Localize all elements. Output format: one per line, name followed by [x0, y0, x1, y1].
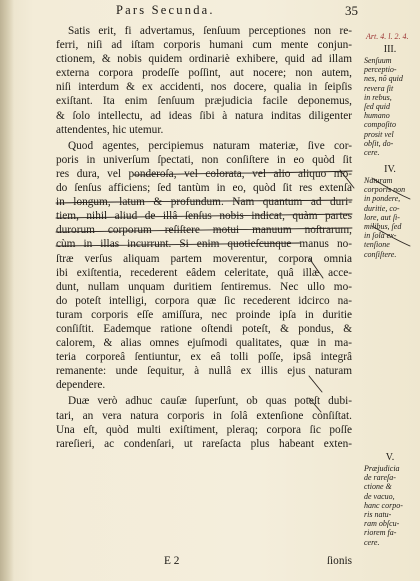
- text-line: tiem, nihil aliud de illâ ſenſus nobis indicat, quàm partes: [56, 210, 352, 223]
- running-title: Pars Secunda.: [116, 3, 215, 17]
- text-line: tari, an vera natura corporis in ſolâ extenſione conſiſtat.: [56, 409, 352, 422]
- text-line: rareſieri, ac condenſari, ut rareſacta plus habeant exten-: [56, 437, 352, 450]
- margin-note-v: [364, 452, 416, 547]
- margin-note-line: ram obſcu-: [364, 519, 400, 529]
- margin-note-number: V.: [385, 452, 395, 463]
- margin-note-line: corporis non: [364, 185, 406, 195]
- margin-note-line: compoſito: [364, 120, 396, 130]
- margin-note-line: ris natu-: [364, 510, 392, 520]
- text-line: turam corporis eſſe amiſſura, nec proinde ipſa in duritie: [56, 308, 352, 321]
- text-line: Quod agentes, percipiemus naturam materiæ, ſive cor-: [68, 139, 352, 152]
- text-line: externa corpora prodeſſe poſſint, aut nocere; non autem,: [56, 67, 352, 80]
- margin-note-line: in pondere,: [364, 194, 401, 204]
- margin-note-line: hanc corpo-: [364, 500, 403, 510]
- text-line: teria corporeâ ſentiuntur, ex eâ tolli poſſe, ipsâ integrâ: [56, 351, 352, 364]
- signature-mark: E 2: [164, 555, 180, 567]
- text-line: ibi exiſtentia, recederent eâdem celeritate, quâ illæ acce-: [56, 266, 352, 279]
- text-line: remanente: unde ſequitur, à nullâ ex illis ejus naturam: [56, 365, 352, 378]
- main-text-block: [56, 24, 352, 451]
- text-line: durorum corporum reſiſtere motui manuum noſtrarum,: [56, 224, 352, 237]
- margin-note-line: lore, aut ſi-: [364, 212, 400, 222]
- margin-note-line: Senſuum: [364, 56, 392, 65]
- margin-note-line: in ſolâ ex-: [364, 231, 397, 241]
- margin-note-line: ſed quid: [364, 102, 390, 112]
- margin-note-line: revera ſit: [364, 83, 394, 93]
- margin-note-line: nes, nõ quid: [364, 74, 403, 84]
- text-line: ctionem, & nobis quidem ordinariè exhibere, quid ad illam: [56, 53, 352, 66]
- text-line: ſtræ verſus aliquam partem moverentur, corpora omnia: [56, 252, 352, 265]
- text-line: Satis erit, fi advertamus, ſenſuum perceptiones non re-: [68, 25, 352, 37]
- text-line: do poteſt intelligi, corpora quæ ſic recederent idcirco na-: [56, 294, 352, 307]
- margin-note-line: cere.: [364, 148, 380, 158]
- margin-note-line: conſiſtere.: [364, 249, 397, 259]
- margin-note-line: ctione &: [364, 482, 392, 492]
- text-line: attendentes, hic utemur.: [56, 123, 164, 136]
- page-number: 35: [345, 3, 358, 18]
- margin-note-line: de vacuo,: [364, 491, 395, 501]
- margin-note-line: riorem fa-: [364, 528, 397, 538]
- catchword: ſionis: [326, 555, 352, 567]
- text-line: dunt, nullam unquam duritiem ſentiremus. Nec ullo mo-: [56, 280, 352, 293]
- text-line: do ſenſus afficiens; ſed tantùm in eo, quòd ſit res extenſa: [56, 182, 352, 195]
- margin-note-line: perceptio-: [364, 65, 397, 75]
- margin-note-line: humano: [364, 111, 390, 121]
- text-line: exiſtant. Ita enim ſenſuum præjudicia facile deponemus,: [56, 95, 352, 108]
- text-line: poris in univerſum ſpectati, non conſiſtere in eo quòd ſit: [56, 153, 352, 166]
- margin-note-line: obſit, do-: [364, 138, 394, 148]
- text-line: conſiſtit. Eademque ratione oſtendi poteſt, & pondus, &: [56, 322, 352, 335]
- page-footer: [56, 555, 352, 571]
- text-line: & ſolo intellectu, ad ideas ſibi à natura inditas diligenter: [56, 109, 352, 122]
- handwritten-marginal-note: Art. 4. l. 2. 4.: [366, 32, 409, 41]
- text-line: in longum, latum & profundum. Nam quantum ad duri-: [56, 196, 352, 209]
- text-line: ferri, niſi ad iſtam corporis humani cum mente conjun-: [56, 39, 352, 52]
- margin-note-line: Naturam: [364, 176, 393, 185]
- margin-note-line: prosit vel: [364, 129, 394, 139]
- margin-note-line: de rareſa-: [364, 473, 396, 483]
- page-gutter-shadow: [0, 0, 14, 581]
- margin-note-number: III.: [383, 44, 397, 55]
- text-line: calorem, & alias omnes ejuſmodi qualitates, quæ in ma-: [56, 337, 352, 350]
- text-line: niſi interdum & ex accidenti, nos docere, qualia in ſeipſis: [56, 81, 352, 94]
- margin-note-iv: [364, 164, 416, 259]
- text-line: Una eſt, quòd multi exiſtiment, pleraq; corpora ſic poſſe: [56, 423, 352, 436]
- text-line: Duæ verò adhuc cauſæ ſuperſunt, ob quas poteſt dubi-: [68, 395, 352, 408]
- margin-note-line: milibus, ſed: [364, 222, 402, 232]
- text-line: res dura, vel ponderoſa, vel colorata, vel alio aliquo mo-: [56, 167, 352, 180]
- margin-note-line: duritie, co-: [364, 203, 400, 213]
- margin-note-line: in rebus,: [364, 92, 392, 102]
- margin-note-number: IV.: [384, 164, 396, 175]
- margin-note-line: cere.: [364, 537, 380, 547]
- text-line: cùm in illas incurrunt. Si enim quotieſcunque manus no-: [56, 238, 352, 251]
- text-line: dependere.: [56, 379, 106, 392]
- margin-note-line: tenſione: [364, 240, 390, 250]
- margin-note-line: Præjudicia: [364, 464, 400, 473]
- margin-note-iii: [364, 44, 416, 157]
- running-header: [58, 3, 358, 21]
